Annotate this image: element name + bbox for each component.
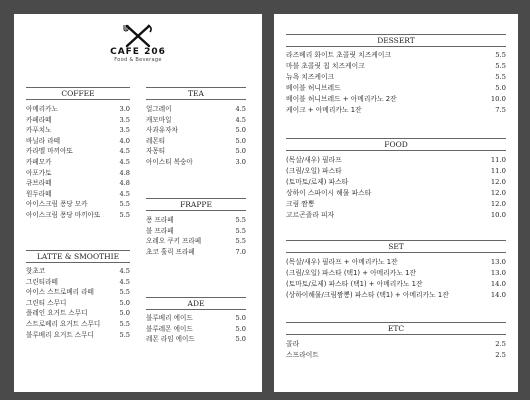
menu-item-name: 스트로베리 요거트 스무디 xyxy=(26,319,101,328)
menu-item-price: 5.5 xyxy=(235,226,246,235)
menu-page-right xyxy=(274,14,518,392)
menu-item xyxy=(286,166,506,177)
menu-item-name: (토마토/로제) 파스타 (택1) + 아메리카노 1잔 xyxy=(286,280,423,288)
menu-item-name: 오레오 쿠키 프라페 xyxy=(146,237,202,246)
menu-item xyxy=(26,210,130,221)
menu-item-name: 스프라이트 xyxy=(286,351,319,359)
section-header xyxy=(146,297,246,310)
menu-item-price: 11.0 xyxy=(490,156,506,164)
section-header xyxy=(286,34,506,47)
menu-item-price: 5.0 xyxy=(235,136,246,145)
menu-item xyxy=(146,157,246,168)
menu-item xyxy=(146,226,246,237)
menu-item-name: 큐브라떼 xyxy=(26,179,52,188)
menu-item-price: 3.5 xyxy=(119,115,130,124)
menu-item xyxy=(286,105,506,116)
menu-item-price: 4.5 xyxy=(119,147,130,156)
menu-item-price: 4.5 xyxy=(235,105,246,113)
section-title: FOOD xyxy=(380,140,412,149)
menu-item xyxy=(286,72,506,83)
menu-item-price: 5.0 xyxy=(119,309,130,318)
menu-item-price: 5.0 xyxy=(235,147,246,156)
menu-item-name: 카페라떼 xyxy=(26,115,52,124)
menu-item-price: 7.5 xyxy=(495,106,506,114)
menu-item-name: 핫초코 xyxy=(26,267,46,275)
menu-item-name: (목살/새우) 필라프 xyxy=(286,156,342,164)
frappe-section xyxy=(146,198,246,257)
menu-item-name: 얼그레이 xyxy=(146,105,172,113)
menu-item-price: 5.5 xyxy=(119,210,130,219)
menu-item xyxy=(146,215,246,226)
menu-item xyxy=(286,257,506,268)
menu-item-name: 초코 훌릭 프라페 xyxy=(146,247,195,256)
cross-utensils-icon xyxy=(121,24,155,48)
menu-item-price: 4.0 xyxy=(119,136,130,145)
menu-item xyxy=(26,298,130,309)
menu-item-price: 3.0 xyxy=(235,157,246,166)
menu-item xyxy=(26,178,130,189)
ade-section xyxy=(146,297,246,345)
menu-item-price: 13.0 xyxy=(490,269,506,277)
section-title: COFFEE xyxy=(57,89,98,98)
menu-item-name: 그린티 스무디 xyxy=(26,298,67,307)
latte-smoothie-section xyxy=(26,250,130,340)
cafe-tagline: Food & Beverage xyxy=(114,57,162,63)
menu-item xyxy=(286,199,506,210)
menu-item-name: 캐모마일 xyxy=(146,115,172,124)
menu-item-price: 10.0 xyxy=(490,211,506,219)
menu-item xyxy=(26,115,130,126)
section-title: LATTE & SMOOTHIE xyxy=(33,252,123,261)
section-title: TEA xyxy=(184,89,208,98)
menu-item xyxy=(146,146,246,157)
menu-item-price: 4.5 xyxy=(119,189,130,198)
menu-item-price: 10.0 xyxy=(490,95,506,103)
menu-item-price: 5.5 xyxy=(495,51,506,59)
menu-item-name: 사과유자차 xyxy=(146,126,178,135)
menu-item-name: 블루베리 요거트 스무디 xyxy=(26,330,94,339)
section-header xyxy=(146,198,246,211)
menu-item-name: 상하이 스파이시 해물 파스타 xyxy=(286,189,372,197)
menu-item xyxy=(286,155,506,166)
menu-item xyxy=(146,136,246,147)
section-header xyxy=(286,322,506,335)
menu-item-price: 14.0 xyxy=(490,280,506,288)
menu-item-name: 블루베리 에이드 xyxy=(146,314,193,322)
menu-item xyxy=(286,177,506,188)
menu-item-name: 마블 초콜릿 칩 치즈케이크 xyxy=(286,62,365,70)
menu-item-name: (크림/오일) 파스타 (택1) + 아메리카노 1잔 xyxy=(286,269,416,277)
menu-item-price: 4.5 xyxy=(235,115,246,124)
menu-item-price: 12.0 xyxy=(490,189,506,197)
menu-item-name: 아포가토 xyxy=(26,168,52,177)
menu-item-price: 5.5 xyxy=(235,237,246,246)
menu-item xyxy=(286,210,506,221)
menu-item xyxy=(146,247,246,258)
section-title: FRAPPE xyxy=(176,200,216,209)
menu-item-price: 2.5 xyxy=(495,340,506,348)
section-title: SET xyxy=(384,242,408,251)
food-section xyxy=(286,138,506,221)
menu-item xyxy=(26,136,130,147)
menu-item xyxy=(26,146,130,157)
menu-item-name: 콜라 xyxy=(286,340,300,348)
menu-item xyxy=(286,290,506,301)
menu-item xyxy=(26,308,130,319)
menu-item-name: (상하이해물/크림짬뽕) 파스타 (택1) + 아메리카노 1잔 xyxy=(286,291,449,299)
menu-item xyxy=(26,157,130,168)
menu-item-name: 카라멜 마끼아또 xyxy=(26,147,73,156)
menu-item xyxy=(146,115,246,126)
menu-item-name: 고르곤졸라 피자 xyxy=(286,211,335,219)
menu-item xyxy=(146,334,246,345)
menu-item xyxy=(26,125,130,136)
menu-item xyxy=(26,266,130,277)
menu-item-name: 아이스티 복숭아 xyxy=(146,157,193,166)
set-section xyxy=(286,240,506,301)
menu-item-price: 5.5 xyxy=(119,319,130,328)
menu-item-name: 케이크 + 아메리카노 1잔 xyxy=(286,106,362,114)
menu-item-name: 원두라떼 xyxy=(26,189,52,198)
menu-item-price: 4.5 xyxy=(119,267,130,275)
dessert-section xyxy=(286,34,506,116)
menu-item xyxy=(26,168,130,179)
menu-item xyxy=(286,94,506,105)
menu-item xyxy=(26,104,130,115)
menu-item-price: 11.0 xyxy=(490,167,506,175)
menu-item xyxy=(146,104,246,115)
menu-item-price: 4.8 xyxy=(119,179,130,188)
section-title: ETC xyxy=(384,324,408,333)
menu-item-price: 5.0 xyxy=(235,126,246,135)
menu-item-price: 13.0 xyxy=(490,258,506,266)
menu-item-price: 14.0 xyxy=(490,291,506,299)
menu-item xyxy=(286,61,506,72)
menu-item-name: 카페모카 xyxy=(26,157,52,166)
menu-item-price: 5.5 xyxy=(495,62,506,70)
tea-section xyxy=(146,87,246,168)
menu-item-price: 5.5 xyxy=(495,73,506,81)
menu-page-left xyxy=(14,14,262,392)
menu-item-price: 2.5 xyxy=(495,351,506,359)
menu-item-name: 아이스크림 퐁당 마끼아또 xyxy=(26,210,101,219)
menu-item-name: (토마토/로제) 파스타 xyxy=(286,178,349,186)
menu-item-name: 카푸치노 xyxy=(26,126,52,135)
cafe-logo xyxy=(14,24,262,63)
menu-item xyxy=(286,268,506,279)
menu-item-price: 3.5 xyxy=(119,126,130,135)
menu-item-name: 크림 짬뽕 xyxy=(286,200,315,208)
menu-item-name: (목살/새우) 필라프 + 아메리카노 1잔 xyxy=(286,258,398,266)
section-header xyxy=(286,240,506,253)
menu-item xyxy=(26,319,130,330)
menu-item-price: 5.0 xyxy=(235,324,246,333)
section-title: ADE xyxy=(184,299,209,308)
menu-item-name: 베이블 허니브레드 xyxy=(286,84,341,92)
menu-item-price: 5.5 xyxy=(119,330,130,339)
menu-item-price: 3.0 xyxy=(119,105,130,113)
menu-item xyxy=(286,339,506,350)
menu-item-name: 자몽티 xyxy=(146,147,166,156)
menu-item-price: 4.8 xyxy=(119,168,130,177)
menu-item xyxy=(146,125,246,136)
menu-item-price: 5.5 xyxy=(119,288,130,297)
menu-item-price: 7.0 xyxy=(235,247,246,256)
etc-section xyxy=(286,322,506,361)
menu-item-name: 아메리카노 xyxy=(26,105,58,113)
menu-item xyxy=(146,324,246,335)
menu-item xyxy=(286,83,506,94)
menu-item-name: 블 프라페 xyxy=(146,226,174,235)
cafe-name: CAFE 206 xyxy=(110,47,166,57)
menu-item-name: 라즈베리 화이트 초콜릿 치즈케이크 xyxy=(286,51,391,59)
menu-item xyxy=(146,313,246,324)
menu-item-name: (크림/오일) 파스타 xyxy=(286,167,342,175)
section-header xyxy=(26,250,130,263)
menu-item xyxy=(26,199,130,210)
menu-item-price: 5.0 xyxy=(495,84,506,92)
menu-item-name: 블루레몬 에이드 xyxy=(146,324,193,333)
menu-item-price: 12.0 xyxy=(490,200,506,208)
menu-item-price: 5.0 xyxy=(235,335,246,344)
menu-item-price: 5.0 xyxy=(119,298,130,307)
menu-item-name: 아이스 스트로베리 라떼 xyxy=(26,288,94,297)
menu-item-price: 12.0 xyxy=(490,178,506,186)
menu-item-name: 레몬티 xyxy=(146,136,166,145)
menu-item xyxy=(26,189,130,200)
menu-item-price: 5.5 xyxy=(119,200,130,209)
menu-item-name: 퐁 프라페 xyxy=(146,216,174,224)
menu-item xyxy=(286,350,506,361)
menu-item-name: 그린티라떼 xyxy=(26,277,58,286)
menu-item xyxy=(286,50,506,61)
menu-item-name: 바닐라 라떼 xyxy=(26,136,60,145)
menu-item-name: 아이스크림 퐁당 모카 xyxy=(26,200,88,209)
menu-item-price: 5.0 xyxy=(235,314,246,322)
section-header xyxy=(286,138,506,151)
menu-item-name: 뉴욕 치즈케이크 xyxy=(286,73,335,81)
menu-item-name: 레몬 라임 에이드 xyxy=(146,335,195,344)
menu-item xyxy=(146,236,246,247)
menu-item-price: 4.5 xyxy=(119,157,130,166)
menu-item xyxy=(286,188,506,199)
coffee-section xyxy=(26,87,130,221)
section-header xyxy=(26,87,130,100)
section-header xyxy=(146,87,246,100)
menu-item-price: 5.5 xyxy=(235,216,246,224)
menu-item-name: 플레인 요거트 스무디 xyxy=(26,309,88,318)
menu-item xyxy=(26,287,130,298)
menu-item xyxy=(26,330,130,341)
menu-item-price: 4.5 xyxy=(119,277,130,286)
menu-item-name: 베이블 허니브레드 + 아메리카노 2잔 xyxy=(286,95,397,103)
section-title: DESSERT xyxy=(373,36,419,45)
menu-item xyxy=(286,279,506,290)
menu-item xyxy=(26,277,130,288)
